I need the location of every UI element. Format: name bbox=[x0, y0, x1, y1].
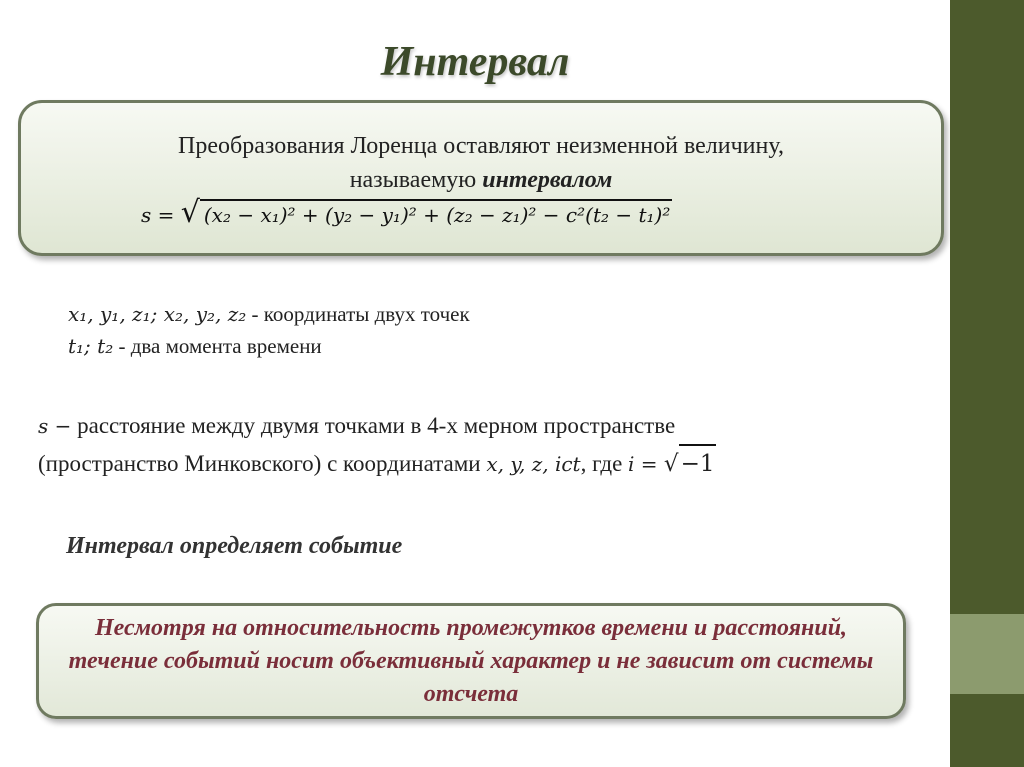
sqrt-icon: √ bbox=[180, 195, 200, 230]
definition-line-2 bbox=[21, 167, 941, 194]
distance-text-2: (пространство Минковского) с координатами bbox=[38, 451, 487, 476]
distance-line-2 bbox=[38, 444, 918, 482]
coordinates-block bbox=[68, 298, 470, 362]
i-expression: i = bbox=[628, 452, 664, 476]
time-moments-math: t₁; t₂ bbox=[68, 334, 114, 358]
interval-formula bbox=[141, 195, 861, 230]
s-symbol: s − bbox=[38, 414, 72, 438]
distance-text-1: расстояние между двумя точками в 4-х мерном пространстве bbox=[71, 413, 676, 438]
definition-box bbox=[18, 100, 944, 256]
coordinates-line-1 bbox=[68, 298, 470, 330]
points-coordinates-math: x₁, y₁, z₁; x₂, y₂, z₂ bbox=[68, 302, 247, 326]
distance-text-3: , где bbox=[580, 451, 629, 476]
time-moments-text: - два момента времени bbox=[113, 334, 322, 358]
minkowski-coords-math: x, y, z, ict bbox=[486, 452, 581, 476]
event-statement: Интервал определяет событие bbox=[66, 533, 403, 559]
distance-paragraph bbox=[38, 408, 918, 482]
sqrt-argument: −1 bbox=[679, 444, 717, 482]
coordinates-line-2 bbox=[68, 330, 470, 362]
definition-line-1: Преобразования Лоренца оставляют неизменной величину, bbox=[178, 133, 784, 159]
formula-lhs: s = bbox=[141, 203, 181, 227]
sidebar-accent bbox=[950, 614, 1024, 694]
definition-term: интервалом bbox=[482, 167, 613, 193]
conclusion-box bbox=[36, 603, 906, 719]
points-coordinates-text: - координаты двух точек bbox=[246, 302, 470, 326]
conclusion-text: Несмотря на относительность промежутков времени и расстояний, течение событий носит объективный характер и не зависит от системы отсчета bbox=[68, 615, 874, 707]
slide-title: Интервал bbox=[380, 39, 570, 85]
distance-line-1 bbox=[38, 408, 918, 444]
definition-prefix: называемую bbox=[349, 167, 483, 193]
formula-radicand: (x₂ − x₁)² + (y₂ − y₁)² + (z₂ − z₁)² − c²(t₂ − t₁)² bbox=[200, 199, 672, 227]
sqrt-icon: √ bbox=[663, 451, 679, 477]
